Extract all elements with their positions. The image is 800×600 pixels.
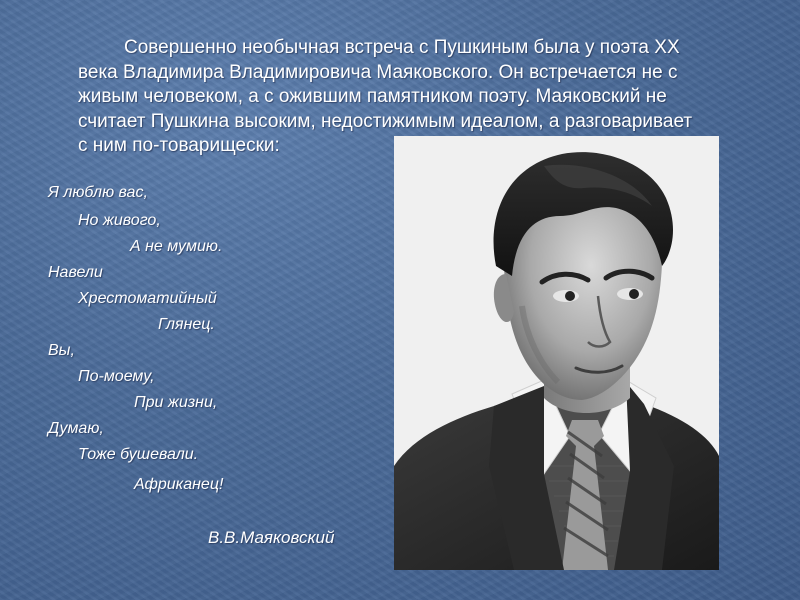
intro-line: века Владимира Владимировича Маяковского. Он встречается не с xyxy=(78,61,678,83)
portrait-photo xyxy=(394,136,719,570)
poem-line: Я люблю вас, xyxy=(48,184,148,201)
poem-line: Но живого, xyxy=(78,212,161,229)
intro-line: живым человеком, а с ожившим памятником поэту. Маяковский не xyxy=(78,86,667,107)
intro-line xyxy=(78,36,750,61)
poem-line: Навели xyxy=(48,264,103,281)
poem-line: Вы, xyxy=(48,342,75,359)
portrait-illustration xyxy=(394,136,719,570)
poem-signature: В.В.Маяковский xyxy=(208,528,335,547)
poem-line: Хрестоматийный xyxy=(78,290,217,307)
intro-line: считает Пушкина высоким, недостижимым идеалом, а разговаривает xyxy=(78,110,693,132)
intro-line: с ним по-товарищески: xyxy=(78,135,280,156)
poem-line: Глянец. xyxy=(158,316,215,333)
poem-line: Африканец! xyxy=(134,476,224,493)
intro-line-text: Совершенно необычная встреча с Пушкиным была у поэта XX xyxy=(124,37,680,58)
poem-line: При жизни, xyxy=(134,394,218,411)
poem-line: Тоже бушевали. xyxy=(78,446,199,463)
poem-line: Думаю, xyxy=(48,420,104,437)
poem-line: По-моему, xyxy=(78,368,155,385)
poem-line: А не мумию. xyxy=(130,238,223,255)
